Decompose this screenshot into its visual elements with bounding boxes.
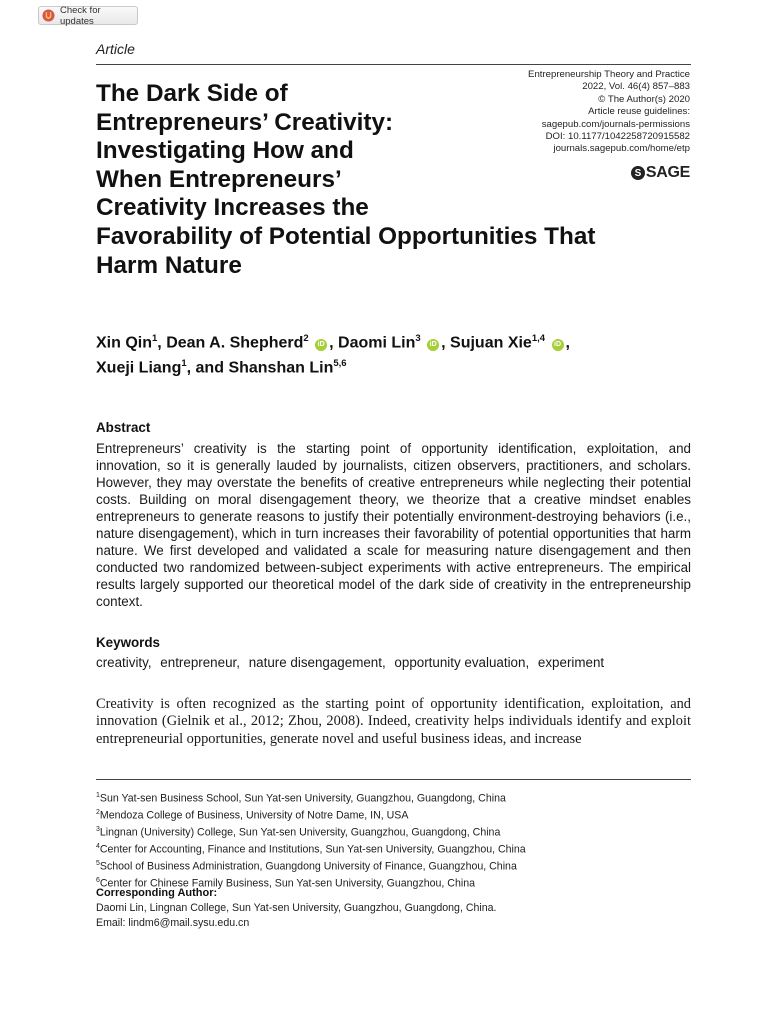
affiliation-item: $^4$Center for Accounting, Finance and Institutions, Sun Yat-sen University, Guangzhou, China [96, 842, 526, 856]
author-name: Shanshan Lin [228, 359, 334, 377]
update-badge-icon [42, 9, 55, 22]
sage-logo: S SAGE [631, 164, 690, 182]
orcid-icon[interactable]: iD [315, 339, 327, 351]
affiliation-item: $^1$Sun Yat-sen Business School, Sun Yat-sen University, Guangzhou, Guangdong, China [96, 792, 506, 805]
body-text: Creativity is often recognized as the starting point of opportunity identification, exploitation, and innovation (Gielnik et al., 2012; Zhou, 2008). Indeed, creativity helps individuals identify and exploit entrepreneurial opportunities, generate novel and useful business ideas, and increase [96, 696, 691, 747]
keywords-heading: Keywords [96, 635, 160, 650]
author-name: Xueji Liang [96, 359, 182, 377]
corresponding-author-address: Daomi Lin, Lingnan College, Sun Yat-sen University, Guangzhou, Guangdong, China. [96, 902, 497, 914]
doi[interactable]: DOI: 10.1177/1042258720915582 [545, 131, 690, 143]
corresponding-author-email[interactable]: Email: lindm6@mail.sysu.edu.cn [96, 917, 250, 929]
sage-s-icon: S [631, 166, 645, 180]
affiliation-item: $^6$Center for Chinese Family Business, Sun Yat-sen University, Guangzhou, China [96, 876, 475, 890]
journal-home-link[interactable]: journals.sagepub.com/home/etp [553, 143, 690, 155]
keyword: entrepreneur, [160, 655, 240, 670]
author-list: Xin Qin$^1$, Dean A. Shepherd$^2$ iD , Daomi Lin$^3$ iD , Sujuan Xie$^{1,4}$ iD , Xueji Liang$^1$, and Shanshan Lin$^{5,6}$ [96, 333, 570, 377]
header-rule [96, 64, 691, 65]
copyright: © The Author(s) 2020 [598, 93, 690, 105]
affiliation-item: $^3$Lingnan (University) College, Sun Yat-sen University, Guangzhou, Guangdong, China [96, 825, 501, 839]
affiliations [96, 789, 696, 891]
article-title: The Dark Side of Entrepreneurs’ Creativity: Investigating How and When Entrepreneurs’ Creativity Increases the Favorability of Potential Opportunities That Harm Nature [96, 80, 596, 279]
article-type-label: Article [96, 41, 135, 57]
orcid-icon[interactable]: iD [427, 339, 439, 351]
author-name: Dean A. Shepherd [166, 334, 304, 352]
abstract-heading: Abstract [96, 420, 151, 435]
affiliation-item: $^5$School of Business Administration, Guangdong University of Finance, Guangzhou, China [96, 859, 517, 873]
keyword: experiment [537, 655, 605, 670]
author-name: Xin Qin [96, 334, 152, 352]
reuse-link[interactable]: sagepub.com/journals-permissions [541, 118, 690, 130]
keywords-list [96, 655, 696, 670]
check-for-updates-button[interactable] [38, 6, 138, 25]
author-name: Sujuan Xie [450, 334, 532, 352]
reuse-label: Article reuse guidelines: [588, 106, 690, 118]
badge-label: Check for updates [59, 4, 101, 27]
abstract-text: Entrepreneurs’ creativity is the starting point of opportunity identification, exploitation, and innovation, so it is generally lauded by journalists, citizen observers, practitioners, and scholars. However, they may overstate the benefits of creative entrepreneurs while neglecting their potential costs. Building on moral disengagement theory, we theorize that a creative mindset enables entrepreneurs to generate reasons to justify their potentially environment-destroying behaviors (i.e., nature disengagement), which in turn increases their favorability of potential opportunities that harm nature. We first developed and validated a scale for measuring nature disengagement and then conducted two randomized between-subject experiments with active entrepreneurs. The empirical results largely supported our theoretical model of the dark side of creativity in the entrepreneurship context. [96, 441, 691, 609]
footnote-rule [96, 779, 691, 780]
affiliation-item: $^2$Mendoza College of Business, University of Notre Dame, IN, USA [96, 808, 409, 822]
journal-name: Entrepreneurship Theory and Practice [528, 69, 690, 80]
corresponding-author-heading: Corresponding Author: [96, 887, 218, 899]
author-name: Daomi Lin [338, 334, 416, 352]
keyword: nature disengagement, [248, 655, 386, 670]
journal-issue: 2022, Vol. 46(4) 857–883 [582, 81, 690, 93]
keyword: opportunity evaluation, [394, 655, 530, 670]
keyword: creativity, [96, 655, 152, 670]
orcid-icon[interactable]: iD [552, 339, 564, 351]
